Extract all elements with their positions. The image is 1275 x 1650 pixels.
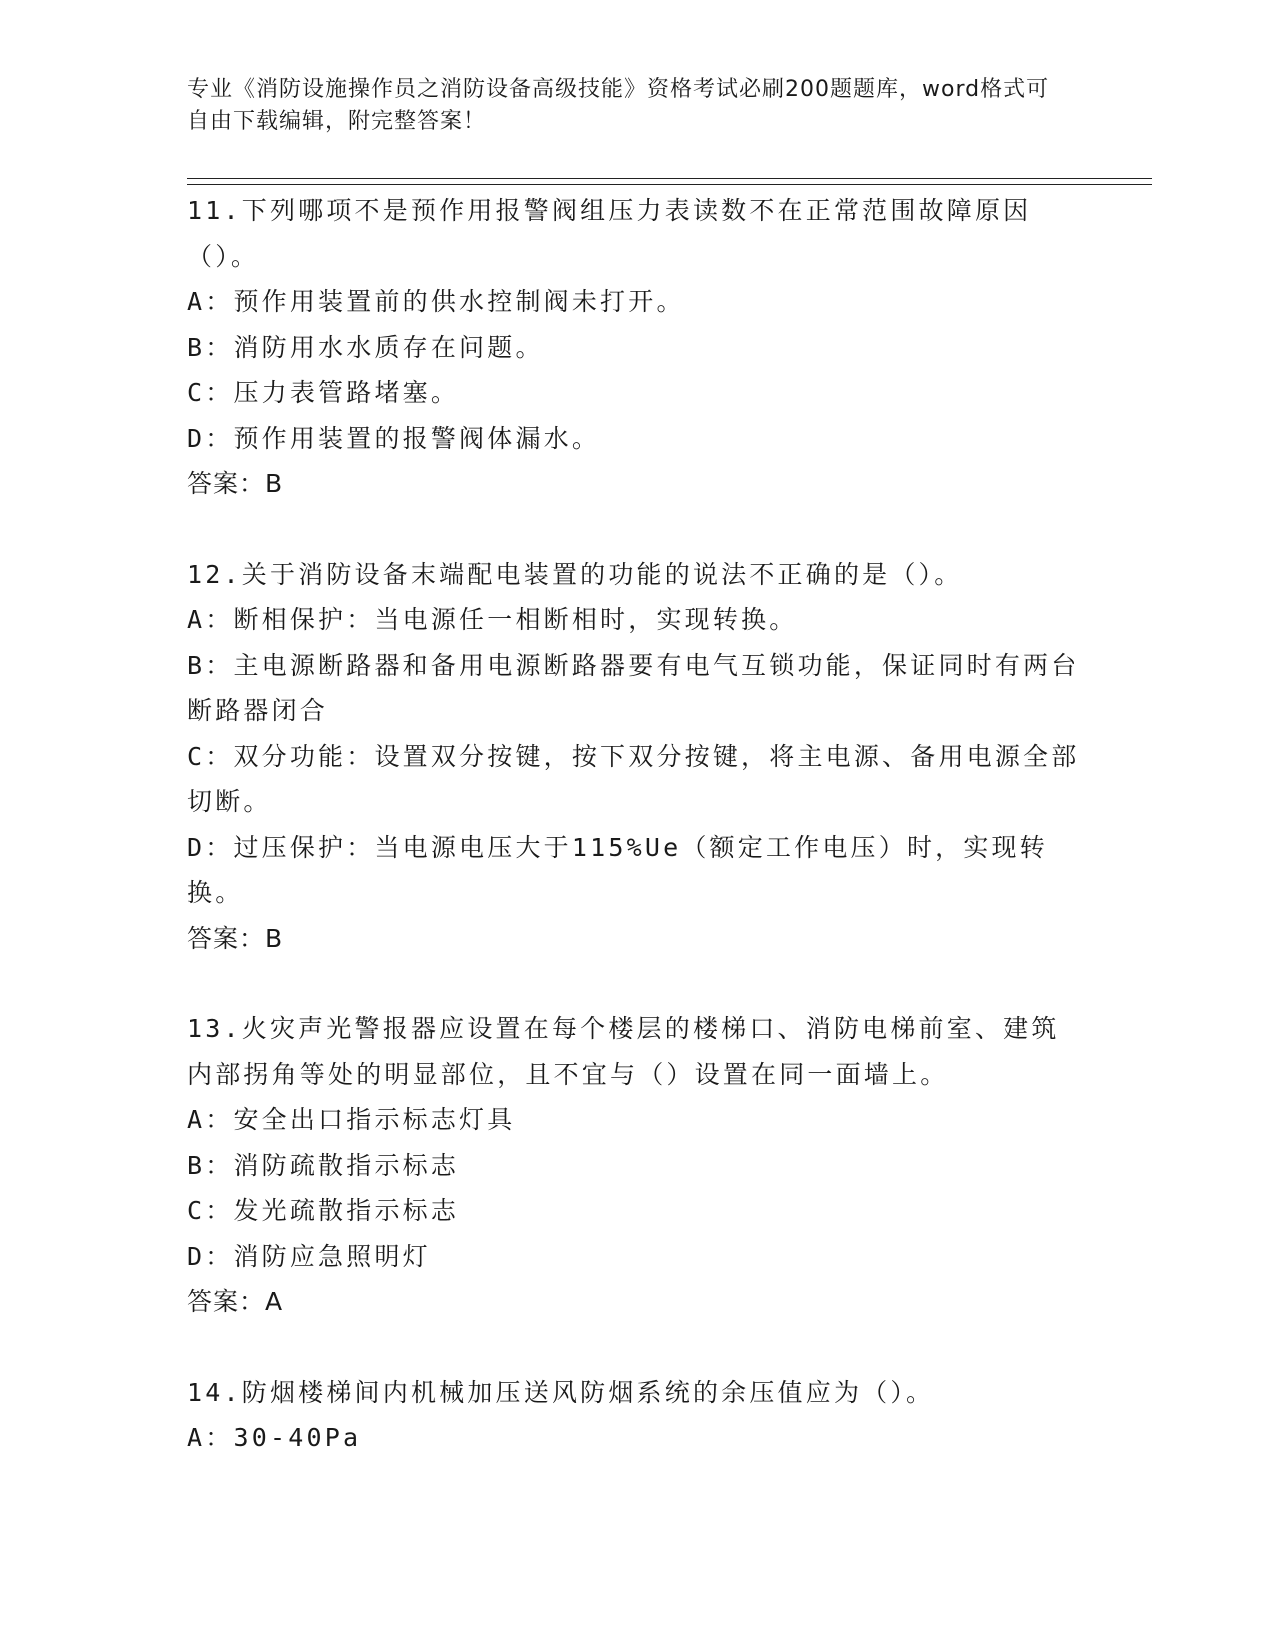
question-stem: 12.关于消防设备末端配电装置的功能的说法不正确的是（）。 [187,559,963,589]
option-c: C：压力表管路堵塞。 [187,378,460,407]
option-d: D：预作用装置的报警阀体漏水。 [187,423,601,453]
answer-label: 答案：B [187,923,284,953]
header-divider-line-secondary [187,184,1152,185]
option-a: A：30-40Pa [187,1423,362,1452]
question-stem: 13.火灾声光警报器应设置在每个楼层的楼梯口、消防电梯前室、建筑内部拐角等处的明显部位，且不宜与（）设置在同一面墙上。 [187,1014,1060,1089]
option-d: D：过压保护：当电源电压大于115%Ue（额定工作电压）时，实现转换。 [187,832,1048,907]
answer-label: 答案：B [187,469,284,498]
option-d: D：消防应急照明灯 [187,1241,431,1271]
question-stem: 11.下列哪项不是预作用报警阀组压力表读数不在正常范围故障原因（）。 [187,196,1032,271]
document-header: 专业《消防设施操作员之消防设备高级技能》资格考试必刷200题题库，word格式可自由下载编辑，附完整答案！ [187,77,1050,134]
option-c: C：发光疏散指示标志 [187,1196,460,1225]
option-c: C：双分功能：设置双分按键，按下双分按键，将主电源、备用电源全部切断。 [187,741,1080,816]
option-a: A：预作用装置前的供水控制阀未打开。 [187,287,685,316]
option-a: A：断相保护：当电源任一相断相时，实现转换。 [187,605,798,634]
question-stem: 14.防烟楼梯间内机械加压送风防烟系统的余压值应为（）。 [187,1377,935,1407]
question-item [187,188,1087,507]
option-b: B：消防疏散指示标志 [187,1150,460,1180]
option-a: A：安全出口指示标志灯具 [187,1105,516,1134]
question-item [187,1370,1087,1461]
option-b: B：主电源断路器和备用电源断路器要有电气互锁功能，保证同时有两台断路器闭合 [187,650,1080,725]
header-divider-line [187,178,1152,179]
option-b: B：消防用水水质存在问题。 [187,332,544,362]
question-list [187,188,1087,1461]
question-item [187,1006,1087,1325]
answer-label: 答案：A [187,1287,284,1316]
question-item [187,552,1087,962]
